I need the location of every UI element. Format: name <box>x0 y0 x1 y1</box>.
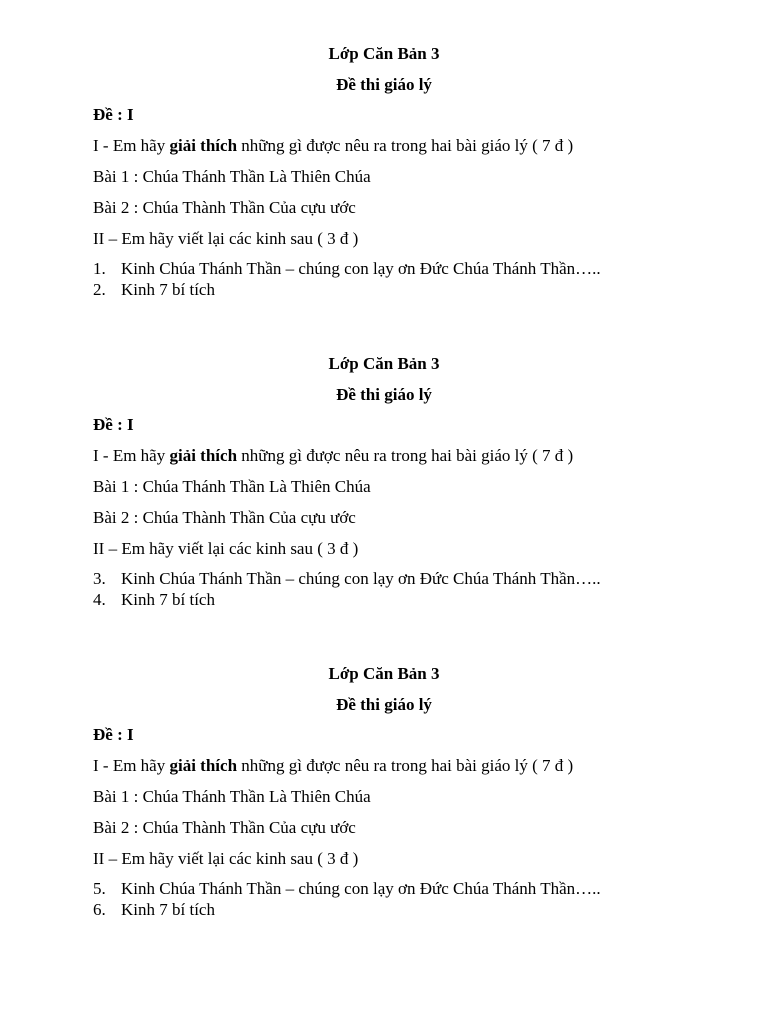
lesson-2: Bài 2 : Chúa Thành Thần Của cựu ước <box>93 818 356 837</box>
section-title: Lớp Căn Bản 3 <box>328 664 440 683</box>
section-subtitle: Đề thi giáo lý <box>336 695 432 714</box>
question-1-bold: giải thích <box>169 136 238 155</box>
question-1-prefix: I - Em hãy <box>93 756 170 775</box>
lesson-1: Bài 1 : Chúa Thánh Thần Là Thiên Chúa <box>93 167 371 186</box>
question-1-bold: giải thích <box>169 756 238 775</box>
question-1-suffix: những gì được nêu ra trong hai bài giáo lý ( 7 đ ) <box>237 756 574 775</box>
section-title: Lớp Căn Bản 3 <box>328 354 440 373</box>
exam-variant-label: Đề : I <box>93 415 134 434</box>
lesson-2: Bài 2 : Chúa Thành Thần Của cựu ước <box>93 508 356 527</box>
question-2: II – Em hãy viết lại các kinh sau ( 3 đ ) <box>93 229 359 248</box>
list-item-text: Kinh Chúa Thánh Thần – chúng con lạy ơn Đức Chúa Thánh Thần….. <box>121 259 601 278</box>
lesson-1: Bài 1 : Chúa Thánh Thần Là Thiên Chúa <box>93 787 371 806</box>
section-title: Lớp Căn Bản 3 <box>328 44 440 63</box>
lesson-1: Bài 1 : Chúa Thánh Thần Là Thiên Chúa <box>93 477 371 496</box>
question-2: II – Em hãy viết lại các kinh sau ( 3 đ ) <box>93 539 359 558</box>
list-item-text: Kinh Chúa Thánh Thần – chúng con lạy ơn Đức Chúa Thánh Thần….. <box>121 879 601 898</box>
list-item-number: 6. <box>93 900 106 919</box>
question-1 <box>93 136 573 156</box>
question-1-suffix: những gì được nêu ra trong hai bài giáo lý ( 7 đ ) <box>237 136 574 155</box>
list-item-text: Kinh Chúa Thánh Thần – chúng con lạy ơn Đức Chúa Thánh Thần….. <box>121 569 601 588</box>
question-1 <box>93 756 573 776</box>
question-1-prefix: I - Em hãy <box>93 446 170 465</box>
exam-variant-label: Đề : I <box>93 725 134 744</box>
question-1-suffix: những gì được nêu ra trong hai bài giáo lý ( 7 đ ) <box>237 446 574 465</box>
section-subtitle: Đề thi giáo lý <box>336 385 432 404</box>
list-item-number: 4. <box>93 590 106 609</box>
section-subtitle: Đề thi giáo lý <box>336 75 432 94</box>
question-1-prefix: I - Em hãy <box>93 136 170 155</box>
list-item-number: 1. <box>93 259 106 278</box>
exam-variant-label: Đề : I <box>93 105 134 124</box>
list-item-number: 2. <box>93 280 106 299</box>
list-item-number: 5. <box>93 879 106 898</box>
question-1-bold: giải thích <box>169 446 238 465</box>
list-item-text: Kinh 7 bí tích <box>121 280 215 299</box>
list-item-text: Kinh 7 bí tích <box>121 590 215 609</box>
list-item-text: Kinh 7 bí tích <box>121 900 215 919</box>
list-item-number: 3. <box>93 569 106 588</box>
lesson-2: Bài 2 : Chúa Thành Thần Của cựu ước <box>93 198 356 217</box>
question-2: II – Em hãy viết lại các kinh sau ( 3 đ ) <box>93 849 359 868</box>
question-1 <box>93 446 573 466</box>
